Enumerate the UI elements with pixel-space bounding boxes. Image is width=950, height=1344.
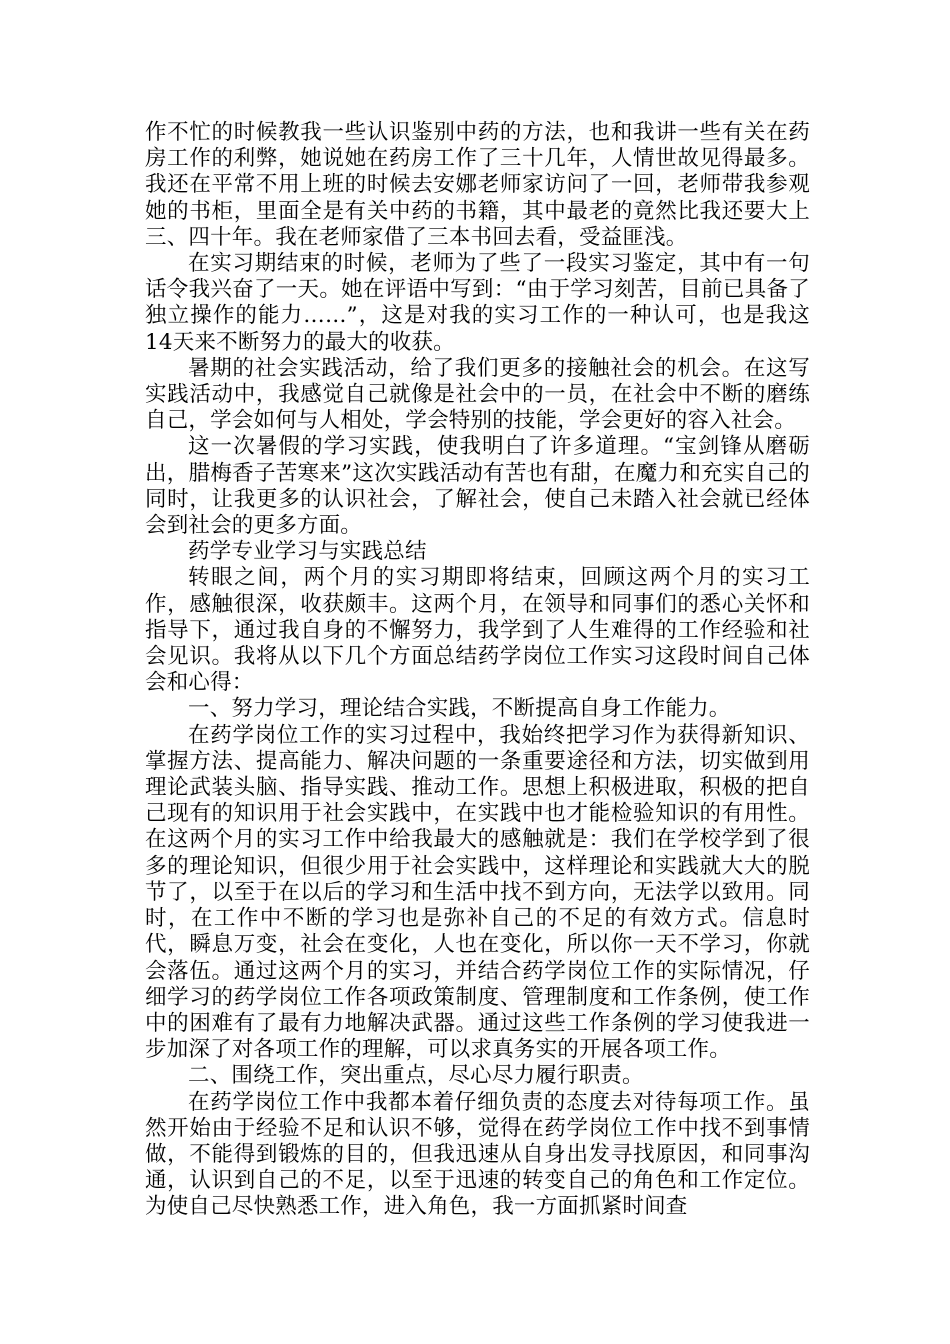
paragraph-4: 这一次暑假的学习实践，使我明白了许多道理。“宝剑锋从磨砺出，腊梅香子苦寒来”这次实践活动有苦也有甜，在魔力和充实自己的同时，让我更多的认识社会，了解社会，使自己未踏入社会就已经体会到社会的更多方面。 — [145, 434, 810, 539]
paragraph-1: 作不忙的时候教我一些认识鉴别中药的方法，也和我讲一些有关在药房工作的利弊，她说她在药房工作了三十几年，人情世故见得最多。我还在平常不用上班的时候去安娜老师家访问了一回，老师带我参观她的书柜，里面全是有关中药的书籍，其中最老的竟然比我还要大上三、四十年。我在老师家借了三本书回去看，受益匪浅。 — [145, 120, 810, 250]
paragraph-2: 在实习期结束的时候，老师为了些了一段实习鉴定，其中有一句话令我兴奋了一天。她在评语中写到：“由于学习刻苦，目前已具备了独立操作的能力……”，这是对我的实习工作的一种认可，也是我这14天来不断努力的最大的收获。 — [145, 251, 810, 355]
heading-two: 二、围绕工作，突出重点，尽心尽力履行职责。 — [188, 1063, 644, 1089]
section-title: 药学专业学习与实践总结 — [188, 539, 427, 565]
paragraph-6: 转眼之间，两个月的实习期即将结束，回顾这两个月的实习工作，感触很深，收获颇丰。这两个月，在领导和同事们的悉心关怀和指导下，通过我自身的不懈努力，我学到了人生难得的工作经验和社会见识。我将从以下几个方面总结药学岗位工作实习这段时间自己体会和心得： — [145, 565, 810, 696]
document-body — [145, 120, 810, 1221]
paragraph-8: 在药学岗位工作的实习过程中，我始终把学习作为获得新知识、掌握方法、提高能力、解决问题的一条重要途径和方法，切实做到用理论武装头脑、指导实践、推动工作。思想上积极进取，积极的把自己现有的知识用于社会实践中，在实践中也才能检验知识的有用性。在这两个月的实习工作中给我最大的感触就是：我们在学校学到了很多的理论知识，但很少用于社会实践中，这样理论和实践就大大的脱节了，以至于在以后的学习和生活中找不到方向，无法学以致用。同时，在工作中不断的学习也是弥补自己的不足的有效方式。信息时代，瞬息万变，社会在变化，人也在变化，所以你一天不学习，你就会落伍。通过这两个月的实习，并结合药学岗位工作的实际情况，仔细学习的药学岗位工作各项政策制度、管理制度和工作条例，使工作中的困难有了最有力地解决武器。通过这些工作条例的学习使我进一步加深了对各项工作的理解，可以求真务实的开展各项工作。 — [145, 722, 810, 1063]
paragraph-10: 在药学岗位工作中我都本着仔细负责的态度去对待每项工作。虽然开始由于经验不足和认识不够，觉得在药学岗位工作中找不到事情做，不能得到锻炼的目的，但我迅速从自身出发寻找原因，和同事沟通，认识到自己的不足，以至于迅速的转变自己的角色和工作定位。为使自己尽快熟悉工作，进入角色，我一方面抓紧时间查 — [145, 1089, 810, 1220]
paragraph-3: 暑期的社会实践活动，给了我们更多的接触社会的机会。在这写实践活动中，我感觉自己就像是社会中的一员，在社会中不断的磨练自己，学会如何与人相处，学会特别的技能，学会更好的容入社会。 — [145, 355, 810, 434]
heading-one: 一、努力学习，理论结合实践，不断提高自身工作能力。 — [188, 696, 731, 722]
